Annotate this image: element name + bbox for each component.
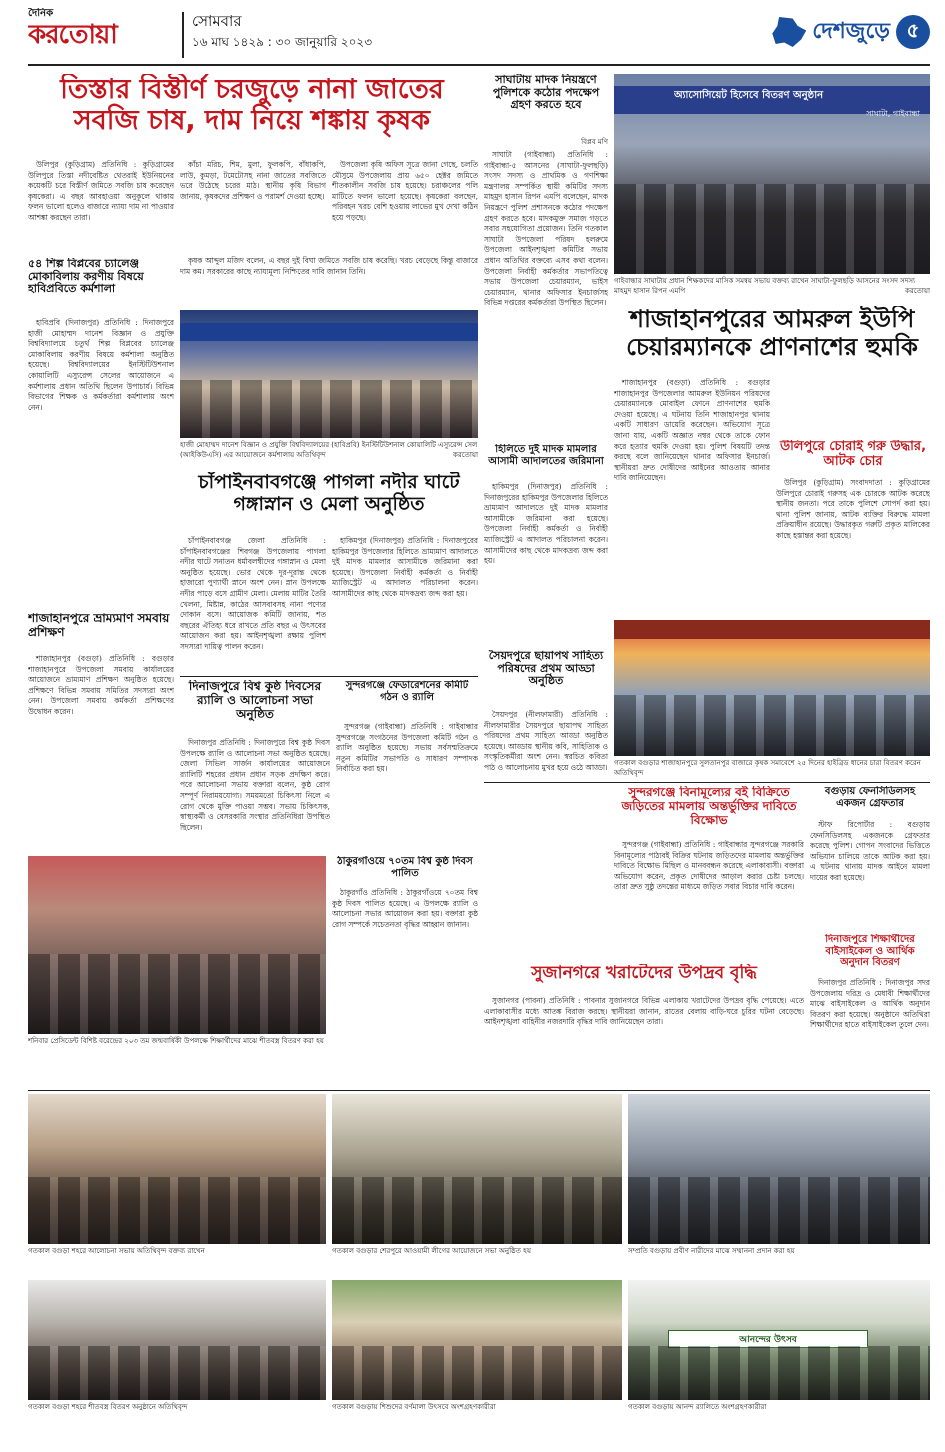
photo-row-2-people: [332, 1177, 622, 1245]
fensidyl-body: [810, 820, 930, 930]
photo-row-3-people: [628, 1177, 930, 1245]
hstu-banner: [180, 323, 478, 341]
ulipur-cow-para: উলিপুর (কুড়িগ্রাম) সংবাদদাতা : কুড়িগ্রামের উলিপুরে চোরাই গরুসহ এক চোরকে আটক করেছে স্থানীয় জনতা। পরে তাকে পুলিশে সোপর্দ করা হয়। থানা পুলিশ জানায়, আটক ব্যক্তির বিরুদ্ধে মামলা প্রক্রিয়াধীন রয়েছে। উদ্ধারকৃত গরুটি প্রকৃত মালিকের কাছে হস্তান্তর করা হয়েছে।: [776, 478, 930, 540]
bottom-photo-3-people: [628, 1346, 930, 1400]
sapahar-body: [484, 150, 608, 440]
hstu-headline: ৫৪ শিল্প বিপ্লবের চ্যালেঞ্জ মোকাবিলায় করণীয় বিষয়ে হাবিপ্রবিতে কর্মশালা: [28, 258, 144, 296]
paddy-banner: [614, 620, 930, 639]
hili-headline: হিলিতে দুই মাদক মামলার আসামী আদালতের জরিমানা: [488, 444, 604, 467]
bottom-photo-2: [332, 1280, 622, 1400]
masthead-divider: [182, 12, 184, 58]
photo-row-1: [28, 1094, 326, 1244]
sundarganj-committee-headline: সুন্দরগঞ্জে ফেডারেশনের কমিটি গঠন ও র‌্যালি: [345, 680, 469, 703]
relief-photo: [28, 856, 326, 1034]
sujanagar-body: [484, 996, 804, 1088]
hili-para: হাকিমপুর (দিনাজপুর) প্রতিনিধি : দিনাজপুরের হাকিমপুর উপজেলার হিলিতে ভ্রাম্যমাণ আদালতে দুই মাদক মামলার আসামীকে জরিমানা করা হয়েছে। উপজেলা নির্বাহী কর্মকর্তা ও নির্বাহী ম্যাজিস্ট্রেট এ আদালত পরিচালনা করেন। আসামীদের কাছ থেকে মাদকদ্রব্য জব্দ করা হয়।: [484, 482, 608, 566]
bicycle-headline: দিনাজপুরে শিক্ষার্থীদের বাইসাইকেল ও আর্থিক অনুদান বিতরণ: [825, 934, 915, 968]
bottom-banner: আনন্দের উৎসব: [668, 1330, 868, 1348]
photo-row-rule: [28, 1090, 930, 1091]
relief-photo-people: [28, 954, 326, 1034]
ulipur-cow-body: [776, 478, 930, 618]
photo-row-1-caption: গতকাল বগুড়া শহরে আলোচনা সভায় অতিথিবৃন্দ বক্তব্য রাখেন: [28, 1247, 205, 1255]
hstu-para: হাবিপ্রবি (দিনাজপুর) প্রতিনিধি : দিনাজপুরে হাজী মোহাম্মদ দানেশ বিজ্ঞান ও প্রযুক্তি বিশ্ববিদ্যালয়ে চতুর্থ শিল্প বিপ্লবের চ্যালেঞ্জ মোকাবিলায় করণীয় বিষয়ে কর্মশালা অনুষ্ঠিত হয়েছে। বিশ্ববিদ্যালয়ের ইনস্টিটিউশনাল কোয়ালিটি এস্যুরেন্স সেলের আয়োজনে এ কর্মশালায় প্রধান অতিথি ছিলেন উপাচার্য। বিভিন্ন বিভাগের শিক্ষক ও কর্মকর্তারা কর্মশালায় অংশ নেন।: [28, 318, 174, 412]
tista-headline: তিস্তার বিস্তীর্ণ চরজুড়ে নানা জাতের সবজি চাষ, দাম নিয়ে শঙ্কায় কৃষক: [60, 74, 444, 137]
section-name: দেশজুড়ে: [812, 18, 890, 44]
leprosy-headline: দিনাজপুরে বিশ্ব কুষ্ঠ দিবসের র‌্যালি ও আলোচনা সভা অনুষ্ঠিত: [188, 680, 322, 721]
saghata-photo-caption: [614, 276, 930, 304]
tista-body-col1: [28, 160, 174, 255]
masthead-date: ১৬ মাঘ ১৪২৯ : ৩০ জানুয়ারি ২০২৩: [192, 35, 373, 49]
sundarganj-committee-para: সুন্দরগঞ্জ (গাইবান্ধা) প্রতিনিধি : গাইবান্ধার সুন্দরগঞ্জে সংগঠনের উপজেলা কমিটি গঠন ও র‌্যালি অনুষ্ঠিত হয়েছে। সভায় সর্বসম্মতিক্রমে নতুন কমিটির সভাপতি ও সাধারণ সম্পাদক নির্বাচিত করা হয়।: [336, 722, 478, 774]
bangladesh-map-icon: [772, 17, 806, 47]
paddy-photo-people: [614, 695, 930, 756]
masthead-logo: [28, 8, 178, 64]
sundarganj-book-body: [614, 840, 804, 960]
thakurgaon-para: ঠাকুরগাঁও প্রতিনিধি : ঠাকুরগাঁওয়ে ৭০তম বিশ্ব কুষ্ঠ দিবস পালিত হয়েছে। এ উপলক্ষে র‌্যালি ও আলোচনা সভার আয়োজন করা হয়। বক্তারা কুষ্ঠ রোগ সম্পর্কে সচেতনতা বৃদ্ধির আহ্বান জানান।: [332, 888, 478, 929]
thakurgaon-body: [332, 888, 478, 1084]
hstu-workshop-photo: [180, 310, 478, 438]
logo-small-text: দৈনিক: [28, 8, 54, 19]
photo-row-3: [628, 1094, 930, 1244]
bicycle-para: দিনাজপুর প্রতিনিধি : দিনাজপুর সদর উপজেলায় দরিদ্র ও মেধাবী শিক্ষার্থীদের মাঝে বাইসাইকেল ও আর্থিক অনুদান বিতরণ করা হয়েছে। অনুষ্ঠানে অতিথিরা শিক্ষার্থীদের হাতে বাইসাইকেল তুলে দেন।: [810, 978, 930, 1030]
leprosy-rule: [180, 676, 478, 677]
sapahar-para: সাঘাটা (গাইবান্ধা) প্রতিনিধি : গাইবান্ধা-৫ আসনের (সাঘাটা-ফুলছড়ি) সংসদ সদস্য ও প্রাথমিক ও গণশিক্ষা মন্ত্রণালয় সম্পর্কিত স্থায়ী কমিটির সদস্য মাহমুদ হাসান রিপন এমপি বলেছেন, মাদক নিয়ন্ত্রণে পুলিশ প্রশাসনকে কঠোর পদক্ষেপ গ্রহণ করতে হবে। মাদকমুক্ত সমাজ গড়তে সবার সহযোগিতা প্রয়োজন। তিনি গতকাল সাঘাটা উপজেলা পরিষদ হলরুমে উপজেলা আইনশৃঙ্খলা কমিটির সভায় প্রধান অতিথির বক্তব্যে এসব কথা বলেন। উপজেলা নির্বাহী কর্মকর্তার সভাপতিত্বে সভায় উপজেলা চেয়ারম্যান, ভাইস চেয়ারম্যান, থানার অফিসার ইনচার্জসহ বিভিন্ন দপ্তরের কর্মকর্তারা উপস্থিত ছিলেন।: [484, 150, 608, 308]
chapai-para: চাঁপাইনবাবগঞ্জ জেলা প্রতিনিধি : চাঁপাইনবাবগঞ্জের শিবগঞ্জ উপজেলায় পাগলা নদীর ঘাটে সনাতন ধর্মাবলম্বীদের গঙ্গাস্নান ও মেলা অনুষ্ঠিত হয়েছে। ভোর থেকে দূর-দূরান্ত থেকে হাজারো পুণ্যার্থী স্নানে অংশ নেন। স্নান উপলক্ষে নদীর পাড়ে বসে গ্রামীণ মেলা। মেলায় মাটির তৈরি খেলনা, মিষ্টান্ন, কাঠের আসবাবসহ নানা পণ্যের দোকান বসে। আয়োজক কমিটি জানায়, শত বছরের ঐতিহ্য ধরে রাখতে প্রতি বছর এ উৎসবের আয়োজন করা হয়। আইনশৃঙ্খলা রক্ষায় পুলিশ সদস্যরা দায়িত্ব পালন করেন।: [180, 536, 326, 651]
saghata-meeting-photo: [614, 74, 930, 274]
tista-body-col2: [180, 160, 326, 255]
chapai-body-col2: [332, 536, 478, 672]
fensidyl-para: স্টাফ রিপোর্টার : বগুড়ায় ফেনসিডিলসহ একজনকে গ্রেফতার করেছে পুলিশ। গোপন সংবাদের ভিত্তিতে অভিযান চালিয়ে তাকে আটক করা হয়। এ ঘটনায় থানায় মাদক আইনে মামলা দায়ের করা হয়েছে।: [810, 820, 930, 882]
book-rule: [484, 782, 930, 783]
hstu-body: [28, 318, 174, 608]
sapahar-headline: সাঘাটায় মাদক নিয়ন্ত্রণে পুলিশকে কঠোর পদক্ষেপ গ্রহণ করতে হবে: [492, 74, 600, 112]
hstu-caption-text: হাজী মোহাম্মদ দানেশ বিজ্ঞান ও প্রযুক্তি বিশ্ববিদ্যালয়ের (হাবিপ্রবি) ইনস্টিটিউশনাল কোয়ালিটি এস্যুরেন্স সেল (আইকিউএসি) এর আয়োজনে কর্মশালায় অতিথিবৃন্দ: [180, 441, 478, 459]
saghata-photo-people: [614, 184, 930, 274]
photo-row-3-caption: সম্প্রতি বগুড়ায় প্রবীণ নারীদের মাঝে সম্মাননা প্রদান করা হয়: [628, 1247, 795, 1255]
tista-para2: কাঁচা মরিচ, শিম, মুলা, ফুলকপি, বাঁধাকপি, লাউ, কুমড়া, টমেটোসহ নানা জাতের সবজিতে ভরে উঠেছে চরের মাঠ। স্থানীয় কৃষি বিভাগ জানায়, কৃষকদের প্রশিক্ষণ ও পরামর্শ দেওয়া হচ্ছে।: [180, 160, 326, 201]
leprosy-para: দিনাজপুর প্রতিনিধি : দিনাজপুরে বিশ্ব কুষ্ঠ দিবস উপলক্ষে র‌্যালি ও আলোচনা সভা অনুষ্ঠিত হয়েছে। জেলা সিভিল সার্জন কার্যালয়ের আয়োজনে র‌্যালিটি শহরের প্রধান প্রধান সড়ক প্রদক্ষিণ করে। পরে আলোচনা সভায় বক্তারা বলেন, কুষ্ঠ রোগ সম্পূর্ণ নিরাময়যোগ্য। সময়মতো চিকিৎসা নিলে এ রোগ থেকে মুক্তি পাওয়া সম্ভব। সভায় চিকিৎসক, স্বাস্থ্যকর্মী ও বেসরকারি সংস্থার প্রতিনিধিরা উপস্থিত ছিলেন।: [180, 738, 330, 832]
paddy-photo-caption: গতকাল বগুড়ার শাজাহানপুরে সুলতানপুর বাজারে কৃষক সমাবেশে ২৫ দিনের হাইব্রিড ধানের চারা বিতরণ করেন অতিথিবৃন্দ: [614, 759, 921, 777]
bottom-photo-1-people: [28, 1346, 326, 1400]
hstu-caption-credit: করতোয়া: [453, 451, 478, 459]
bottom-photo-3-caption: গতকাল বগুড়ায় আনন্দ র‌্যালিতে অংশগ্রহণকারীরা: [628, 1403, 767, 1411]
saghata-banner-sub: সাঘাটা, গাইবান্ধা: [866, 109, 920, 118]
sujanagar-para: সুজানগর (পাবনা) প্রতিনিধি : পাবনার সুজানগরে বিভিন্ন এলাকায় খরাটেদের উপদ্রব বৃদ্ধি পেয়েছে। এতে এলাকাবাসীর মধ্যে আতঙ্ক বিরাজ করছে। স্থানীয়রা জানান, রাতের বেলায় বাড়ি-ঘরে চুরির ঘটনা বেড়েছে। আইনশৃঙ্খলা বাহিনীর নজরদারি বৃদ্ধির দাবি জানিয়েছেন তারা।: [484, 996, 804, 1027]
masthead-dateblock: [192, 10, 512, 60]
shajahanpur-threat-headline: শাজাহানপুরের আমরুল ইউপি চেয়ারম্যানকে প্রাণনাশের হুমকি: [626, 306, 918, 361]
bottom-photo-3: [628, 1280, 930, 1400]
tista-para4: কৃষক আব্দুল মজিদ বলেন, এ বছর দুই বিঘা জমিতে সবজি চাষ করেছি। খরচ বেড়েছে কিন্তু বাজারে দাম কম। সরকারের কাছে ন্যায্যমূল্য নিশ্চিতের দাবি জানান তিনি।: [180, 256, 478, 276]
bicycle-body: [810, 978, 930, 1088]
saidpur-headline: সৈয়দপুরে ছায়াপথ সাহিত্য পরিষদের প্রথম আড্ডা অনুষ্ঠিত: [488, 650, 604, 688]
sapahar-byline: বিপ্লব মণি: [581, 138, 608, 146]
section-tag: [690, 8, 930, 56]
saghata-caption-text: গাইবান্ধার সাঘাটায় প্রধান শিক্ষকদের মাসিক সমন্বয় সভায় বক্তব্য রাখেন সাঘাটা-ফুলছড়ি আসনের সংসদ সদস্য মাহমুদ হাসান রিপন এমপি: [614, 277, 916, 295]
sundarganj-book-para: সুন্দরগঞ্জ (গাইবান্ধা) প্রতিনিধি : গাইবান্ধার সুন্দরগঞ্জে সরকারি বিনামূল্যের পাঠ্যবই বিক্রির ঘটনায় জড়িতদের মামলায় অন্তর্ভুক্তির দাবিতে বিক্ষোভ মিছিল ও মানববন্ধন করেছে এলাকাবাসী। বক্তারা অভিযোগ করেন, প্রকৃত দোষীদের আড়াল করার চেষ্টা চলছে। তারা দ্রুত সুষ্ঠু তদন্তের মাধ্যমে জড়িত সবার বিচার দাবি করেন।: [614, 840, 804, 892]
hstu-photo-people: [180, 380, 478, 438]
shajahanpur-threat-body: [614, 378, 770, 548]
coop-para: শাজাহানপুর (বগুড়া) প্রতিনিধি : বগুড়ার শাজাহানপুরে উপজেলা সমবায় কার্যালয়ের আয়োজনে ভ্রাম্যমাণ প্রশিক্ষণ অনুষ্ঠিত হয়েছে। প্রশিক্ষণে বিভিন্ন সমবায় সমিতির সদস্যরা অংশ নেন। উপজেলা সমবায় কর্মকর্তা প্রশিক্ষণের উদ্বোধন করেন।: [28, 654, 174, 716]
sundarganj-committee-body: [336, 722, 478, 852]
tista-para1: উলিপুর (কুড়িগ্রাম) প্রতিনিধি : কুড়িগ্রামের উলিপুরে তিস্তা নদীবেষ্টিত থেতরাই ইউনিয়নের কয়েকটি চরে বিস্তীর্ণ জমিতে সবজি চাষ করেছেন কৃষকেরা। এ বছর আবহাওয়া অনুকূলে থাকায় ফলন ভালো হলেও বাজারে ন্যায্য দাম না পাওয়ার আশঙ্কা করছেন তারা।: [28, 160, 174, 222]
bottom-photo-2-caption: গতকাল বগুড়ায় শিশুদের বর্ণমালা উৎসবে অংশগ্রহণকারীরা: [332, 1403, 496, 1411]
masthead-day: সোমবার: [192, 12, 242, 30]
paddy-distribution-photo: [614, 620, 930, 756]
fensidyl-headline: বগুড়ায় ফেনসিডিলসহ একজন গ্রেফতার: [824, 786, 916, 809]
bottom-photo-1: [28, 1280, 326, 1400]
saidpur-para: সৈয়দপুর (নীলফামারী) প্রতিনিধি : নীলফামারীর সৈয়দপুরে ছায়াপথ সাহিত্য পরিষদের প্রথম সাহিত্য আড্ডা অনুষ্ঠিত হয়েছে। আড্ডায় স্থানীয় কবি, সাহিত্যিক ও সংস্কৃতিকর্মীরা অংশ নেন। স্বরচিত কবিতা পাঠ ও আলোচনায় মুখর হয়ে ওঠে আড্ডা।: [484, 710, 608, 772]
leprosy-body: [180, 738, 330, 848]
tista-body-col3: [332, 160, 478, 255]
tista-body-col4: [180, 256, 478, 306]
relief-photo-caption: শনিবার প্রেসিডেন্ট বিশিষ্ট বরেন্দ্রের ২০৩ তম জন্মবার্ষিকী উপলক্ষে শিক্ষার্থীদের মাঝে শীতবস্ত্র বিতরণ করা হয়: [28, 1037, 324, 1045]
page-number-badge: ৫: [896, 15, 930, 49]
logo-big-text: করতোয়া: [28, 20, 117, 50]
hstu-photo-caption: [180, 440, 478, 470]
coop-body: [28, 654, 174, 854]
saghata-caption-credit: করতোয়া: [905, 287, 930, 295]
masthead-rule: [28, 64, 930, 66]
hili-body: [484, 482, 608, 646]
chapai-col2-para: হাকিমপুর (দিনাজপুর) প্রতিনিধি : দিনাজপুরের হাকিমপুর উপজেলার হিলিতে ভ্রাম্যমাণ আদালতে দুই মাদক মামলার আসামীকে জরিমানা করা হয়েছে। উপজেলা নির্বাহী কর্মকর্তা ও নির্বাহী ম্যাজিস্ট্রেট এ আদালত পরিচালনা করেন। আসামীদের কাছ থেকে মাদকদ্রব্য জব্দ করা হয়।: [332, 536, 478, 598]
thakurgaon-headline: ঠাকুরগাঁওয়ে ৭০তম বিশ্ব কুষ্ঠ দিবস পালিত: [337, 856, 473, 879]
ulipur-cow-headline: উলিপুরে চোরাই গরু উদ্ধার, আটক চোর: [779, 440, 927, 469]
photo-row-2: [332, 1094, 622, 1244]
sujanagar-headline: সুজানগরে খরাটেদের উপদ্রব বৃদ্ধি: [531, 964, 757, 983]
photo-row-1-people: [28, 1177, 326, 1245]
coop-headline: শাজাহানপুরে ভ্রাম্যমাণ সমবায় প্রশিক্ষণ: [28, 612, 170, 639]
chapai-body-col1: [180, 536, 326, 672]
bottom-photo-1-caption: গতকাল বগুড়া শহরে শীতবস্ত্র বিতরণ অনুষ্ঠানে অতিথিবৃন্দ: [28, 1403, 188, 1411]
sundarganj-book-headline: সুন্দরগঞ্জে বিনামূল্যের বই বিক্রিতে জড়িতের মামলায় অন্তর্ভুক্তির দাবিতে বিক্ষোভ: [621, 786, 797, 827]
bottom-photo-2-people: [332, 1346, 622, 1400]
chapai-headline: চাঁপাইনবাবগঞ্জে পাগলা নদীর ঘাটে গঙ্গাস্নান ও মেলা অনুষ্ঠিত: [198, 472, 460, 515]
shajahanpur-threat-para: শাজাহানপুর (বগুড়া) প্রতিনিধি : বগুড়ার শাজাহানপুর উপজেলার আমরুল ইউনিয়ন পরিষদের চেয়ারম্যানকে মোবাইল ফোনে প্রাণনাশের হুমকি দেওয়া হয়েছে। এ ঘটনায় তিনি শাজাহানপুর থানায় একটি সাধারণ ডায়েরি করেছেন। অভিযোগ সূত্রে জানা যায়, একটি অজ্ঞাত নম্বর থেকে তাকে ফোন করে হত্যার হুমকি দেওয়া হয়। পুলিশ বিষয়টি তদন্ত করছে বলে জানিয়েছেন থানার অফিসার ইনচার্জ। স্থানীয়রা দ্রুত দোষীদের আইনের আওতায় আনার দাবি জানিয়েছেন।: [614, 378, 770, 483]
photo-row-2-caption: গতকাল বগুড়ার শেরপুরে আওয়ামী লীগের আয়োজনে সভা অনুষ্ঠিত হয়: [332, 1247, 531, 1255]
saghata-banner-text: অ্যাসোসিয়েট হিসেবে বিতরণ অনুষ্ঠান: [674, 90, 824, 101]
tista-para3: উপজেলা কৃষি অফিস সূত্রে জানা গেছে, চলতি মৌসুমে উপজেলায় প্রায় ৬৫০ হেক্টর জমিতে শীতকালীন সবজি চাষ হয়েছে। চরাঞ্চলের পলি মাটিতে ফলন ভালো হয়েছে। কৃষকেরা বলছেন, পরিবহন খরচ বেশি হওয়ায় লাভের মুখ দেখা কঠিন হয়ে পড়ছে।: [332, 160, 478, 222]
saidpur-body: [484, 710, 608, 850]
